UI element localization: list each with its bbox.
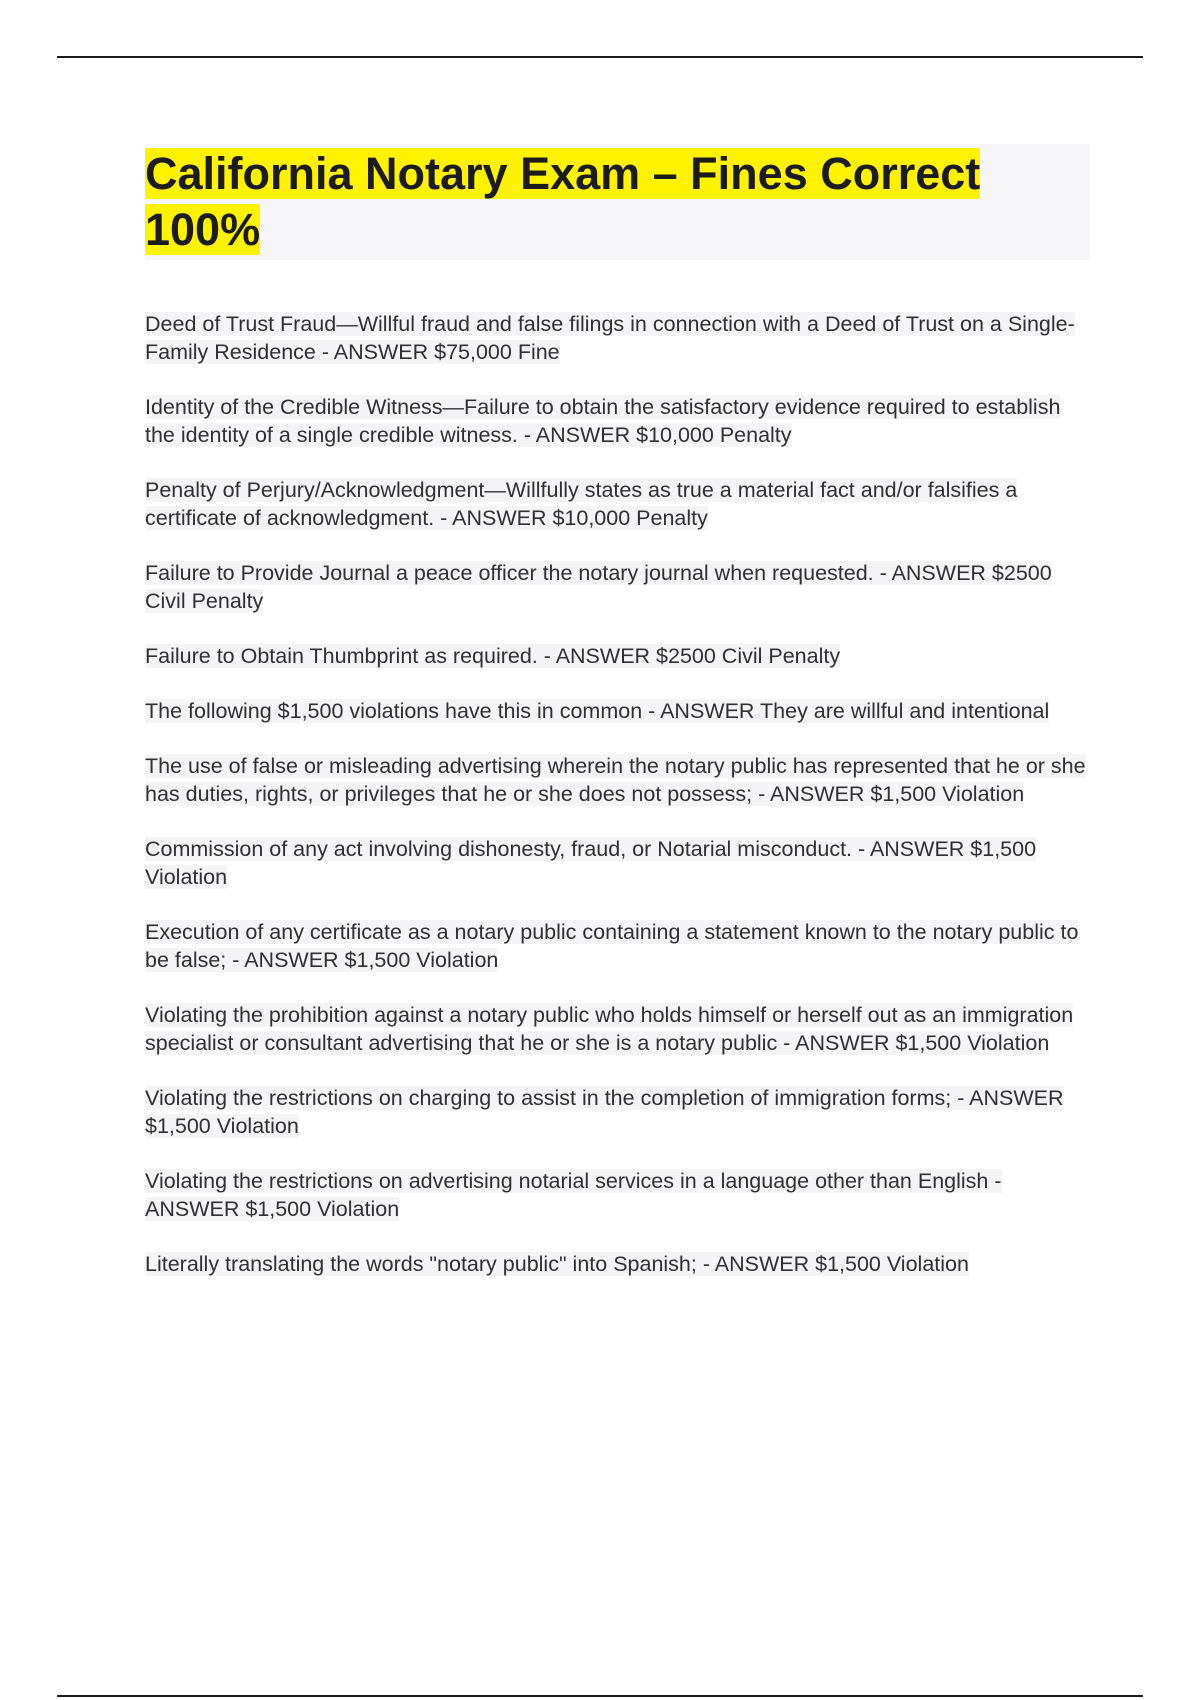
qa-text: Violating the restrictions on advertising notarial services in a language other than English - ANSWER $1,500 Violation	[145, 1169, 1002, 1221]
list-item	[145, 697, 1090, 725]
list-item	[145, 1084, 1090, 1140]
qa-text: Violating the restrictions on charging to assist in the completion of immigration forms; - ANSWER $1,500 Violation	[145, 1086, 1064, 1138]
list-item	[145, 1001, 1090, 1057]
page-title	[145, 146, 1090, 258]
document-body	[145, 144, 1090, 1305]
qa-text: Violating the prohibition against a notary public who holds himself or herself out as an immigration specialist or consultant advertising that he or she is a notary public - ANSWER $1,500 Violation	[145, 1003, 1074, 1055]
qa-text: Literally translating the words "notary public" into Spanish; - ANSWER $1,500 Violation	[145, 1252, 969, 1276]
qa-text: Failure to Provide Journal a peace officer the notary journal when requested. - ANSWER $2500 Civil Penalty	[145, 561, 1052, 613]
qa-text: Identity of the Credible Witness—Failure to obtain the satisfactory evidence required to establish the identity of a single credible witness. - ANSWER $10,000 Penalty	[145, 395, 1061, 447]
bottom-divider	[57, 1695, 1143, 1697]
top-divider	[57, 56, 1143, 58]
qa-list	[145, 310, 1090, 1278]
qa-text: Deed of Trust Fraud—Willful fraud and false filings in connection with a Deed of Trust on a Single-Family Residence - ANSWER $75,000 Fine	[145, 312, 1075, 364]
list-item	[145, 1167, 1090, 1223]
list-item	[145, 1250, 1090, 1278]
qa-text: Commission of any act involving dishonesty, fraud, or Notarial misconduct. - ANSWER $1,500 Violation	[145, 837, 1037, 889]
qa-text: Penalty of Perjury/Acknowledgment—Willfully states as true a material fact and/or falsifies a certificate of acknowledgment. - ANSWER $10,000 Penalty	[145, 478, 1018, 530]
list-item	[145, 476, 1090, 532]
qa-text: The use of false or misleading advertising wherein the notary public has represented that he or she has duties, rights, or privileges that he or she does not possess; - ANSWER $1,500 Violation	[145, 754, 1086, 806]
list-item	[145, 918, 1090, 974]
qa-text: Execution of any certificate as a notary public containing a statement known to the notary public to be false; - ANSWER $1,500 Violation	[145, 920, 1079, 972]
list-item	[145, 559, 1090, 615]
title-block	[145, 144, 1090, 260]
list-item	[145, 642, 1090, 670]
list-item	[145, 393, 1090, 449]
qa-text: The following $1,500 violations have this in common - ANSWER They are willful and intentional	[145, 699, 1050, 723]
list-item	[145, 835, 1090, 891]
qa-text: Failure to Obtain Thumbprint as required. - ANSWER $2500 Civil Penalty	[145, 644, 841, 668]
list-item	[145, 752, 1090, 808]
page-title-text: California Notary Exam – Fines Correct 100%	[145, 148, 981, 255]
list-item	[145, 310, 1090, 366]
